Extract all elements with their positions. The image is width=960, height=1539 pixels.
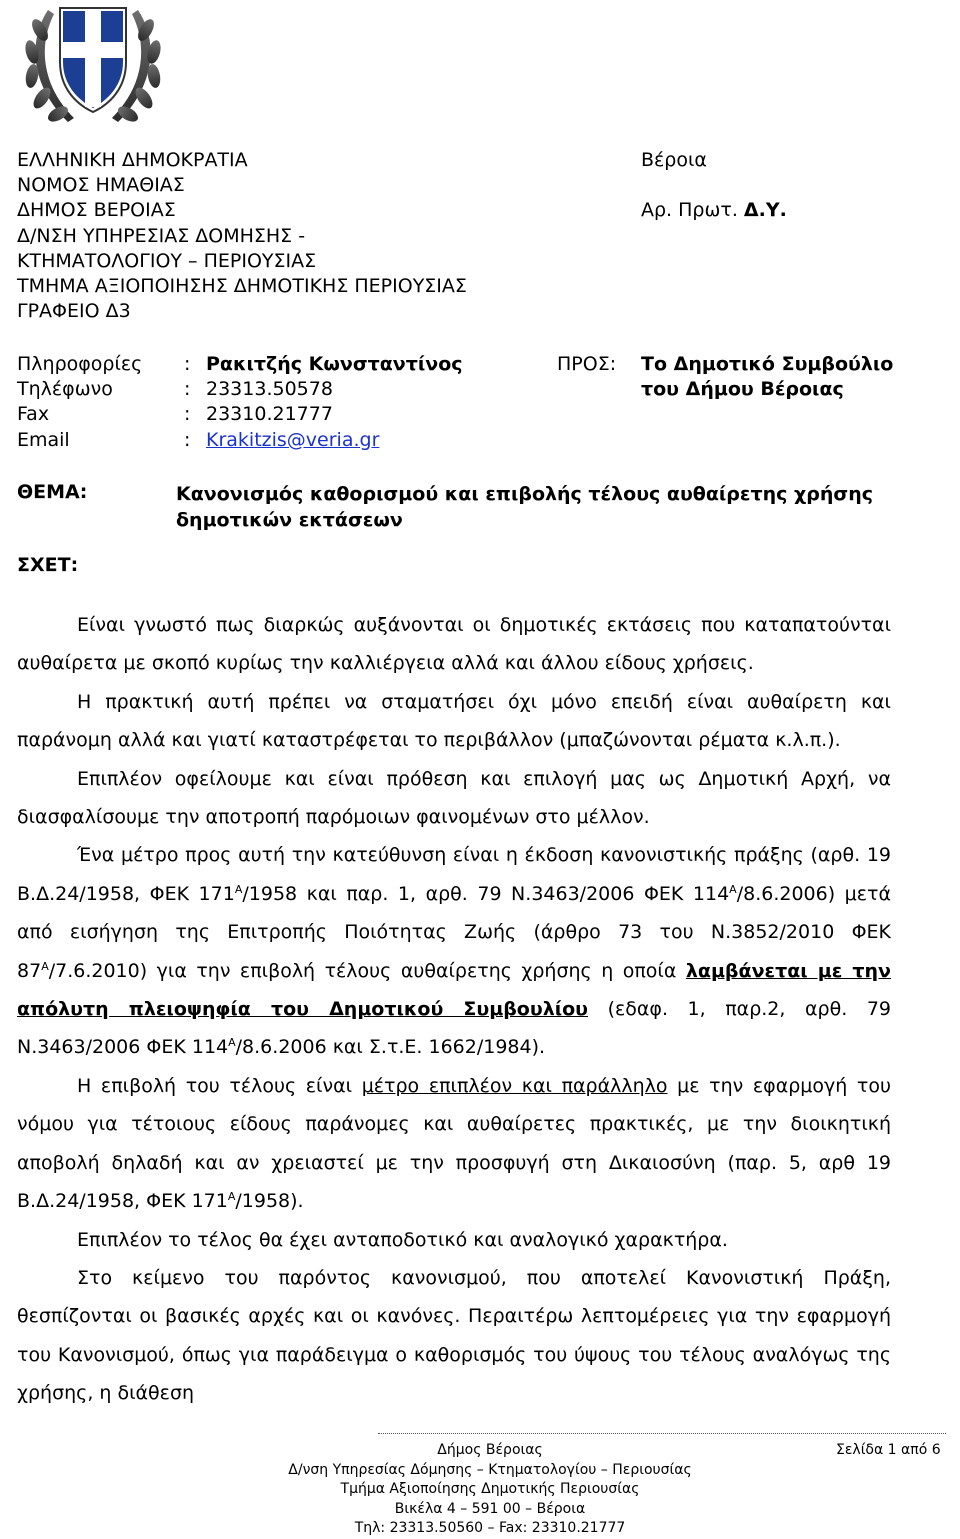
text-run: Ένα μέτρο προς αυτή την κατεύθυνση είναι η έκδοση κανονιστικής πράξης (αρθ. 19 Β.Δ.24/1958, ΦΕΚ 171 bbox=[17, 844, 891, 905]
contact-info bbox=[17, 352, 463, 453]
issuer-line: ΓΡΑΦΕΙΟ Δ3 bbox=[17, 300, 131, 323]
info-separator: : bbox=[184, 378, 191, 401]
fax-value: 23310.21777 bbox=[206, 403, 333, 426]
info-row bbox=[17, 428, 463, 453]
protocol-suffix: Δ.Υ. bbox=[743, 199, 787, 222]
underlined-text: μέτρο επιπλέον και παράλληλο bbox=[361, 1074, 668, 1097]
footer-line: Δήμος Βέροιας bbox=[437, 1442, 543, 1458]
info-row bbox=[17, 352, 463, 377]
text-run: (εδαφ. 1, παρ.2, αρθ. 79 Ν.3463/2006 ΦΕΚ 114 bbox=[17, 998, 891, 1059]
date-protocol-block bbox=[641, 148, 787, 248]
contact-person: Ρακιτζής Κωνσταντίνος bbox=[206, 353, 463, 375]
recipient-block bbox=[557, 352, 893, 402]
issuer-line: ΝΟΜΟΣ ΗΜΑΘΙΑΣ bbox=[17, 174, 185, 197]
issuer-line: ΤΜΗΜΑ ΑΞΙΟΠΟΙΗΣΗΣ ΔΗΜΟΤΙΚΗΣ ΠΕΡΙΟΥΣΙΑΣ bbox=[17, 275, 467, 298]
superscript: Α bbox=[234, 882, 243, 896]
phone-value: 23313.50578 bbox=[206, 378, 333, 401]
coat-of-arms-icon bbox=[18, 0, 168, 128]
text-run: /1958). bbox=[235, 1190, 304, 1213]
text-run: με την εφαρμογή του νόμου για τέτοιους είδους παράνομες και αυθαίρετες πρακτικές, με την διοικητική αποβολή δηλαδή και αν χρειαστεί με την προσφυγή στη Δικαιοσύνη (παρ. 5, αρθ 19 Β.Δ.24/1958, ΦΕΚ 171 bbox=[17, 1074, 891, 1213]
emphasis-text: λαμβάνεται με την απόλυτη πλειοψηφία του Δημοτικού Συμβουλίου bbox=[17, 959, 891, 1021]
superscript: Α bbox=[729, 882, 737, 896]
reference-label: ΣΧΕΤ: bbox=[17, 554, 79, 576]
recipient-line: Το Δημοτικό Συμβούλιο bbox=[641, 353, 894, 375]
footer-address bbox=[190, 1441, 790, 1539]
superscript: Α bbox=[41, 959, 49, 973]
paragraph bbox=[17, 1067, 891, 1221]
paragraph: Επιπλέον το τέλος θα έχει ανταποδοτικό και αναλογικό χαρακτήρα. bbox=[77, 1228, 728, 1251]
superscript: Α bbox=[227, 1190, 236, 1204]
info-row bbox=[17, 402, 463, 427]
issuer-line: Δ/ΝΣΗ ΥΠΗΡΕΣΙΑΣ ΔΟΜΗΣΗΣ - bbox=[17, 224, 306, 247]
footer-line: Δ/νση Υπηρεσίας Δόμησης – Κτηματολογίου – Περιουσίας bbox=[288, 1461, 692, 1478]
info-label: Τηλέφωνο bbox=[17, 378, 113, 401]
info-label: Email bbox=[17, 428, 70, 451]
info-separator: : bbox=[184, 353, 191, 375]
subject-label: ΘΕΜΑ: bbox=[17, 481, 88, 503]
info-row bbox=[17, 377, 463, 402]
text-run: /8.6.2006 και Σ.τ.Ε. 1662/1984). bbox=[235, 1036, 546, 1059]
text-run: /1958 και παρ. 1, αρθ. 79 Ν.3463/2006 ΦΕΚ 114 bbox=[242, 882, 730, 905]
paragraph: Η πρακτική αυτή πρέπει να σταματήσει όχι μόνο επειδή είναι αυθαίρετη και παράνομη αλλά και γιατί καταστρέφεται το περιβάλλον (μπαζώνονται ρέματα κ.λ.π.). bbox=[17, 690, 891, 752]
subject-text: Κανονισμός καθορισμού και επιβολής τέλους αυθαίρετης χρήσης δημοτικών εκτάσεων bbox=[176, 483, 873, 531]
city-name: Βέροια bbox=[641, 149, 707, 171]
issuer-line: ΔΗΜΟΣ ΒΕΡΟΙΑΣ bbox=[17, 199, 176, 222]
paragraph: Είναι γνωστό πως διαρκώς αυξάνονται οι δημοτικές εκτάσεις που καταπατούνται αυθαίρετα με σκοπό κυρίως την καλλιέργεια αλλά και άλλου είδους χρήσεις. bbox=[17, 614, 891, 675]
info-separator: : bbox=[184, 403, 191, 426]
issuer-line: ΚΤΗΜΑΤΟΛΟΓΙΟΥ – ΠΕΡΙΟΥΣΙΑΣ bbox=[17, 249, 317, 272]
paragraph: Επιπλέον οφείλουμε και είναι πρόθεση και επιλογή μας ως Δημοτική Αρχή, να διασφαλίσουμε την αποτροπή παρόμοιων φαινομένων στο μέλλον. bbox=[17, 767, 891, 829]
text-run: /8.6.2006) μετά από εισήγηση της Επιτροπής Ποιότητας Ζωής (άρθρο 73 του Ν.3852/2010 ΦΕΚ 87 bbox=[17, 882, 891, 982]
superscript: Α bbox=[228, 1036, 236, 1050]
footer-line: Βικέλα 4 – 591 00 – Βέροια bbox=[394, 1500, 586, 1517]
recipient-line: του Δήμου Βέροιας bbox=[641, 378, 844, 401]
text-run: Η επιβολή του τέλους είναι bbox=[77, 1074, 353, 1097]
text-run: /7.6.2010) για την επιβολή τέλους αυθαίρετης χρήσης η οποία bbox=[48, 959, 677, 982]
info-label: Fax bbox=[17, 403, 50, 426]
footer-divider bbox=[378, 1433, 946, 1434]
email-link[interactable]: Krakitzis@veria.gr bbox=[206, 428, 380, 451]
info-separator: : bbox=[184, 428, 191, 451]
recipient-label: ΠΡΟΣ: bbox=[557, 353, 617, 375]
footer-line: Τηλ: 23313.50560 – Fax: 23310.21777 bbox=[354, 1520, 626, 1536]
paragraph: Στο κείμενο του παρόντος κανονισμού, που αποτελεί Κανονιστική Πράξη, θεσπίζονται οι βασικές αρχές και οι κανόνες. Περαιτέρω λεπτομέρειες για την εφαρμογή του Κανονισμού, όπως για παράδειγμα ο καθορισμός του ύψους του τέλους αναλόγως της χρήσης, η διάθεση bbox=[17, 1266, 891, 1405]
protocol-label: Αρ. Πρωτ. bbox=[641, 199, 738, 222]
protocol-number bbox=[641, 198, 787, 223]
issuer-line: ΕΛΛΗΝΙΚΗ ΔΗΜΟΚΡΑΤΙΑ bbox=[17, 149, 248, 171]
footer-line: Τμήμα Αξιοποίησης Δημοτικής Περιουσίας bbox=[340, 1481, 640, 1497]
page-number: Σελίδα 1 από 6 bbox=[836, 1442, 941, 1458]
document-body bbox=[17, 606, 891, 1413]
info-label: Πληροφορίες bbox=[17, 353, 143, 375]
issuer-block bbox=[17, 148, 577, 324]
paragraph bbox=[17, 836, 891, 1066]
